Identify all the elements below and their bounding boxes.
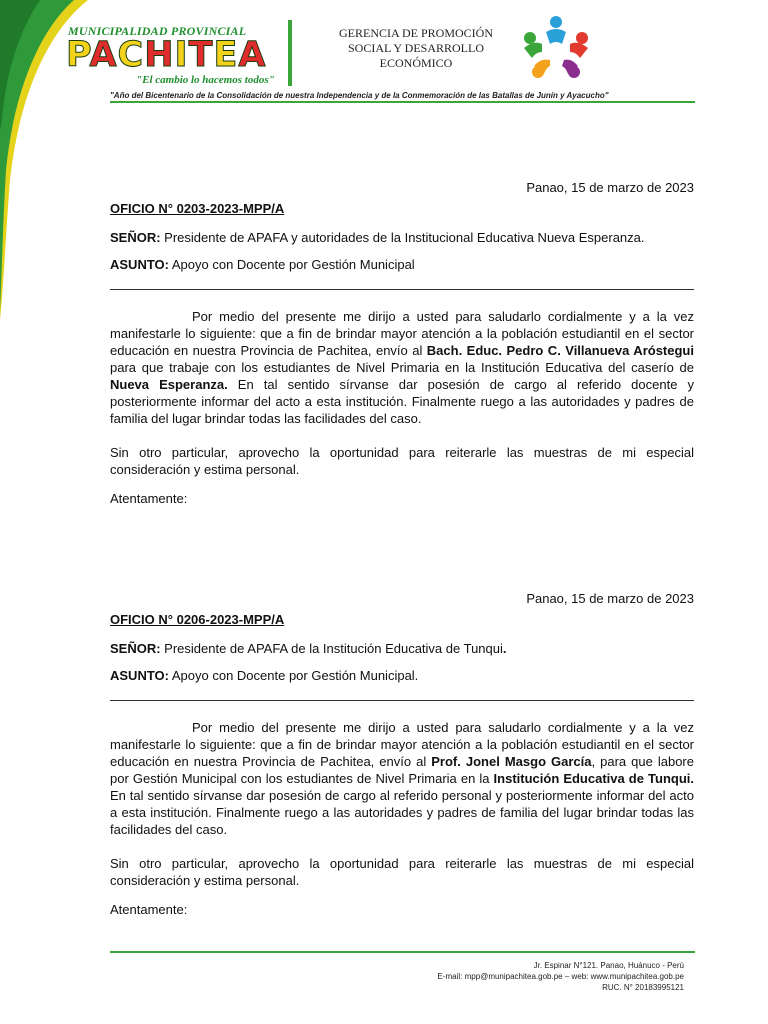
footer-rule [110, 951, 695, 953]
institution-name: Nueva Esperanza. [110, 377, 228, 392]
teacher-name: Prof. Jonel Masgo García [431, 754, 592, 769]
letter-date: Panao, 15 de marzo de 2023 [526, 180, 694, 195]
body-text: En tal sentido sírvanse dar posesión de cargo al referido docente y posteriormente informar del acto a esta institución. Finalmente ruego a las autoridades y padres de familia del lugar brindar todas las facilidades del caso. [110, 377, 694, 426]
logo-slogan: "El cambio lo hacemos todos" [136, 74, 275, 86]
recipient-line [110, 229, 694, 246]
teacher-name: Bach. Educ. Pedro C. Villanueva Aróstegui [426, 343, 694, 358]
municipality-logo [66, 22, 288, 90]
body-paragraph-1 [110, 719, 694, 838]
oficio-reference: OFICIO N° 0206-2023-MPP/A [110, 612, 285, 627]
gerencia-line-3: ECONÓMICO [379, 56, 453, 70]
separator-rule [110, 289, 694, 290]
body-paragraph-1 [110, 308, 694, 427]
separator-rule [110, 700, 694, 701]
people-circle-emblem-icon [516, 14, 596, 84]
gerencia-line-1: GERENCIA DE PROMOCIÓN [338, 26, 493, 40]
body-text: Por medio del presente me dirijo a usted para saludarlo cordialmente y a la vez manifestarle lo siguiente: que a fin de brindar mayor atención a la población estudiantil en el sector educación en nuestra Provincia de Pachitea, envío al [110, 720, 694, 769]
subject-line [110, 667, 694, 684]
body-paragraph-2: Sin otro particular, aprovecho la oportunidad para reiterarle las muestras de mi especial consideración y estima personal. [110, 856, 694, 888]
senor-text: Presidente de APAFA de la Institución Educativa de Tunqui [160, 641, 503, 656]
gerencia-line-2: SOCIAL Y DESARROLLO [347, 41, 484, 55]
logo-divider [288, 20, 292, 86]
oficio-reference: OFICIO N° 0203-2023-MPP/A [110, 201, 285, 216]
footer-contact: E-mail: mpp@munipachitea.gob.pe – web: www.munipachitea.gob.pe [437, 972, 684, 981]
header-rule [110, 101, 695, 103]
oficio-letter-1 [110, 179, 694, 507]
body-paragraph-2: Sin otro particular, aprovecho la oportunidad para reiterarle las muestras de mi especial consideración y estima personal. [110, 445, 694, 477]
recipient-line [110, 640, 694, 657]
senor-text: Presidente de APAFA y autoridades de la Institucional Educativa Nueva Esperanza. [160, 230, 645, 245]
senor-label: SEÑOR: [110, 641, 161, 656]
institution-name: Institución Educativa de Tunqui. [493, 771, 694, 786]
asunto-text: Apoyo con Docente por Gestión Municipal [168, 257, 415, 272]
body-text: En tal sentido sírvanse dar posesión de cargo al referido personal y posteriormente informar del acto a esta institución. Finalmente ruego a las autoridades y padres de familia del lugar brindar todas las facilidades del caso. [110, 788, 694, 837]
logo-main-text: PACHITEA [66, 35, 267, 75]
closing: Atentamente: [110, 491, 188, 506]
asunto-label: ASUNTO: [110, 668, 169, 683]
closing: Atentamente: [110, 902, 188, 917]
asunto-text: Apoyo con Docente por Gestión Municipal. [168, 668, 419, 683]
gerencia-title [330, 26, 502, 71]
footer [438, 960, 684, 993]
footer-ruc: RUC. N° 20183995121 [602, 983, 684, 992]
logo-top-text: MUNICIPALIDAD PROVINCIAL [68, 24, 247, 38]
body-text: , para que labore por Gestión Municipal con los estudiantes de Nivel Primaria en la [110, 754, 694, 786]
subject-line [110, 256, 694, 273]
asunto-label: ASUNTO: [110, 257, 169, 272]
senor-suffix: . [502, 641, 507, 656]
senor-label: SEÑOR: [110, 230, 161, 245]
footer-address: Jr. Espinar N°121. Panao, Huánuco - Perú [533, 961, 684, 970]
body-text: Por medio del presente me dirijo a usted para saludarlo cordialmente y a la vez manifestarle lo siguiente: que a fin de brindar mayor atención a la población estudiantil en el sector educación en nuestra Provincia de Pachitea, envío al [110, 309, 694, 358]
oficio-letter-2 [110, 590, 694, 918]
body-text: para que trabaje con los estudiantes de Nivel Primaria en la Institución Educativa del caserío de [110, 360, 694, 375]
year-motto: "Año del Bicentenario de la Consolidación de nuestra Independencia y de la Conmemoración de las Batallas de Junín y Ayacucho" [110, 91, 609, 100]
letter-date: Panao, 15 de marzo de 2023 [526, 591, 694, 606]
